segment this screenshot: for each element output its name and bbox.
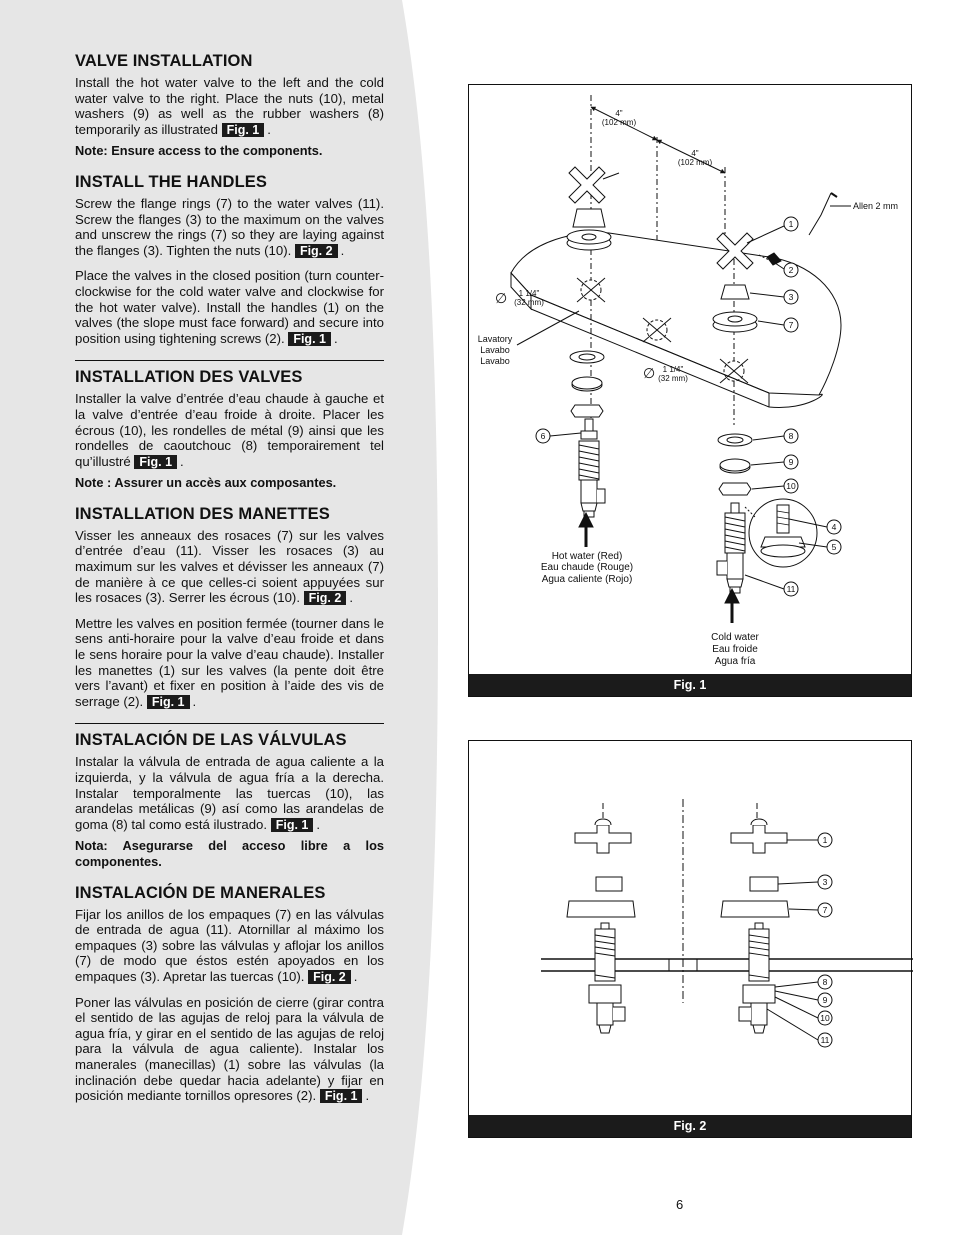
section-title: VALVE INSTALLATION bbox=[75, 52, 253, 70]
hole-size-label: (32 mm) bbox=[514, 298, 544, 307]
paragraph-text: Poner las válvulas en posición de cierre (girar contra el sentido de las agujas de reloj para la válvula de agua fría, y girar en el sentido de las agujas de reloj para la válvula de agua caliente). Instalar los manerales (manecillas) (1) sobre las válvulas (la inclinación debe quedar hacia adelante) y fijar en posición mediante tornillos opresores (2). bbox=[75, 994, 384, 1104]
hole-size-label: 1 1/4" bbox=[662, 365, 684, 374]
paragraph-text: Instalar la válvula de entrada de agua caliente a la izquierda, y la válvula de agua fría a la derecha. Instalar temporalmente las tuercas (10), las arandelas metálicas (9) así como las arandelas de goma (8) tal como está ilustrado. bbox=[75, 754, 384, 832]
diameter-symbol: ∅ bbox=[643, 365, 656, 381]
section-title: INSTALACIÓN DE LAS VÁLVULAS bbox=[75, 731, 347, 750]
cold-water-label: Cold water bbox=[711, 632, 759, 643]
paragraph: Place the valves in the closed position (turn counter-clockwise for the cold water valve and clockwise for the hot water valve). Install the handles (1) on the valves (the slope must face forward) and secure into position using tightening screws (2). Fig. 1 . bbox=[75, 268, 384, 346]
section-install-handles bbox=[75, 173, 384, 346]
section-title: INSTALLATION DES MANETTES bbox=[75, 504, 330, 523]
callout-number: 7 bbox=[788, 320, 794, 330]
callout-number: 10 bbox=[820, 1013, 830, 1023]
page-number: 6 bbox=[676, 1197, 684, 1212]
lavatory-label: Lavatory bbox=[477, 334, 513, 344]
lavatory-label: Lavabo bbox=[480, 345, 510, 355]
paragraph: Installer la valve d’entrée d’eau chaude à gauche et la valve d’entrée d’eau froide à droite. Placer les écrous (10), les rondelles de métal (9) ainsi que les rondelles de caoutchouc (8) temporairement tel qu’illustré Fig. 1 . bbox=[75, 391, 384, 469]
allen-key-label: Allen 2 mm bbox=[853, 201, 899, 211]
callout-number: 7 bbox=[822, 905, 828, 915]
hole-size-label: 1 1/4" bbox=[518, 289, 540, 298]
paragraph: Instalar la válvula de entrada de agua caliente a la izquierda, y la válvula de agua fría a la derecha. Instalar temporalmente las tuercas (10), las arandelas metálicas (9) así como las arandelas de goma (8) tal como está ilustrado. Fig. 1 . bbox=[75, 754, 384, 832]
section-installation-des-valves bbox=[75, 368, 384, 491]
hole-size-label: (32 mm) bbox=[658, 374, 688, 383]
paragraph-text: Installer la valve d’entrée d’eau chaude à gauche et la valve d’entrée d’eau froide à droite. Placer les écrous (10), les rondelles de métal (9) ainsi que les rondelles de caoutchouc (8) temporairement tel qu’illustré bbox=[75, 391, 384, 469]
section-title: INSTALLATION DES VALVES bbox=[75, 368, 303, 387]
figure-2-drawing bbox=[469, 741, 913, 1139]
figure-1 bbox=[468, 84, 912, 697]
dimension-label: 4" bbox=[615, 109, 623, 118]
note: Nota: Asegurarse del acceso libre a los componentes. bbox=[75, 838, 384, 869]
figure-reference: Fig. 2 bbox=[304, 591, 347, 605]
section-valve-installation bbox=[75, 52, 384, 159]
diameter-symbol: ∅ bbox=[495, 290, 508, 306]
paragraph: Poner las válvulas en posición de cierre (girar contra el sentido de las agujas de reloj para la válvula de agua fría, y girar en el sentido de las agujas de reloj para la válvula de agua caliente). Instalar los manerales (manecillas) (1) sobre las válvulas (la inclinación debe quedar hacia adelante) y fijar en posición mediante tornillos opresores (2). Fig. 1 . bbox=[75, 994, 384, 1104]
instructions-column bbox=[75, 52, 384, 1118]
section-divider bbox=[75, 723, 384, 724]
callout-number: 8 bbox=[822, 977, 828, 987]
section-installation-des-manettes bbox=[75, 505, 384, 710]
figure-caption: Fig. 1 bbox=[469, 674, 911, 696]
hot-water-label: Agua caliente (Rojo) bbox=[541, 574, 633, 585]
hot-water-label: Hot water (Red) bbox=[551, 551, 623, 562]
dimension-label: 4" bbox=[691, 149, 699, 158]
callout-number: 4 bbox=[831, 522, 837, 532]
paragraph: Visser les anneaux des rosaces (7) sur les valves d’entrée d’eau (11). Visser les rosaces (3) au maximum sur les valves et dévisser les anneaux (7) de manière à ce que celles-ci soient appuyées sur les rosaces (3). Serrer les écrous (10). Fig. 2 . bbox=[75, 527, 384, 606]
figure-reference: Fig. 1 bbox=[271, 818, 314, 832]
note: Note : Assurer un accès aux composantes. bbox=[75, 475, 337, 491]
figure-reference: Fig. 2 bbox=[295, 244, 338, 258]
figure-reference: Fig. 2 bbox=[308, 970, 351, 984]
callout-number: 2 bbox=[788, 265, 794, 275]
dimension-label: (102 mm) bbox=[677, 158, 713, 167]
figure-reference: Fig. 1 bbox=[134, 455, 177, 469]
hot-water-label: Eau chaude (Rouge) bbox=[540, 562, 634, 573]
paragraph-text: Screw the flange rings (7) to the water valves (11). Screw the flanges (3) to the maximum on the valves and unscrew the rings (7) so they are laying against the flanges (3). Tighten the nuts (10). bbox=[75, 195, 384, 258]
paragraph: Mettre les valves en position fermée (tourner dans le sens anti-horaire pour la valve d’eau froide et dans le sens horaire pour la valve d’eau chaude). Installer les manettes (1) sur les valves (la pente doit être vers l’avant) et fixer en position à l’aide des vis de serrage (2). Fig. 1 . bbox=[75, 615, 384, 709]
callout-number: 6 bbox=[540, 431, 546, 441]
paragraph-text: Mettre les valves en position fermée (tourner dans le sens anti-horaire pour la valve d’eau froide et dans le sens horaire pour la valve d’eau chaude). Installer les manettes (1) sur les valves (la pente doit être vers l’avant) et fixer en position à l’aide des vis de serrage (2). bbox=[75, 615, 384, 709]
dimension-label: (102 mm) bbox=[601, 118, 637, 127]
callout-number: 1 bbox=[788, 219, 794, 229]
section-instalacion-de-las-valvulas bbox=[75, 731, 384, 869]
section-title: INSTALACIÓN DE MANERALES bbox=[75, 883, 326, 902]
paragraph: Fijar los anillos de los empaques (7) en las válvulas de entrada de agua (11). Atornillar al máximo los empaques (3) sobre las válvulas y aflojar los anillos (7) de modo que éstos estén apoyados en los empaques (3). Apretar las tuercas (10). Fig. 2 . bbox=[75, 906, 384, 984]
paragraph: Screw the flange rings (7) to the water valves (11). Screw the flanges (3) to the maximum on the valves and unscrew the rings (7) so they are laying against the flanges (3). Tighten the nuts (10). Fig. 2 . bbox=[75, 195, 384, 258]
paragraph-text: Visser les anneaux des rosaces (7) sur les valves d’entrée d’eau (11). Visser les rosaces (3) au maximum sur les valves et dévisser les anneaux (7) de manière à ce que celles-ci soient appuyées sur les rosaces (3). Serrer les écrous (10). bbox=[75, 527, 384, 606]
cold-water-label: Agua fría bbox=[714, 656, 756, 667]
section-divider bbox=[75, 360, 384, 361]
paragraph-text: Fijar los anillos de los empaques (7) en las válvulas de entrada de agua (11). Atornillar al máximo los empaques (3) sobre las válvulas y aflojar los anillos (7) de modo que éstos estén apoyados en los empaques (3). Apretar las tuercas (10). bbox=[75, 906, 384, 984]
section-instalacion-de-manerales bbox=[75, 884, 384, 1104]
figure-reference: Fig. 1 bbox=[288, 332, 331, 346]
paragraph: Install the hot water valve to the left and the cold water valve to the right. Place the nuts (10), metal washers (9) as well as the rubber washers (8) temporarily as illustrated Fig. 1 . bbox=[75, 75, 384, 137]
cold-water-label: Eau froide bbox=[712, 644, 758, 655]
callout-number: 1 bbox=[822, 835, 828, 845]
figure-reference: Fig. 1 bbox=[222, 123, 265, 137]
callout-number: 9 bbox=[822, 995, 828, 1005]
figure-caption: Fig. 2 bbox=[469, 1115, 911, 1137]
callout-number: 5 bbox=[831, 542, 837, 552]
callout-number: 11 bbox=[820, 1035, 830, 1045]
callout-number: 3 bbox=[822, 877, 828, 887]
figure-1-drawing bbox=[469, 85, 913, 698]
figure-reference: Fig. 1 bbox=[147, 695, 190, 709]
lavatory-label: Lavabo bbox=[480, 356, 510, 366]
section-title: INSTALL THE HANDLES bbox=[75, 172, 267, 191]
callout-number: 9 bbox=[788, 457, 794, 467]
paragraph-text: Install the hot water valve to the left and the cold water valve to the right. Place the nuts (10), metal washers (9) as well as the rubber washers (8) temporarily as illustrated bbox=[75, 75, 384, 137]
callout-number: 10 bbox=[786, 481, 796, 491]
paragraph-text: Place the valves in the closed position (turn counter-clockwise for the cold water valve and clockwise for the hot water valve). Install the handles (1) on the valves (the slope must face forward) and secure into position using tightening screws (2). bbox=[75, 268, 384, 346]
note: Note: Ensure access to the components. bbox=[75, 143, 323, 159]
callout-number: 8 bbox=[788, 431, 794, 441]
figure-reference: Fig. 1 bbox=[320, 1089, 363, 1103]
callout-number: 11 bbox=[786, 584, 796, 594]
callout-number: 3 bbox=[788, 292, 794, 302]
figure-2 bbox=[468, 740, 912, 1138]
